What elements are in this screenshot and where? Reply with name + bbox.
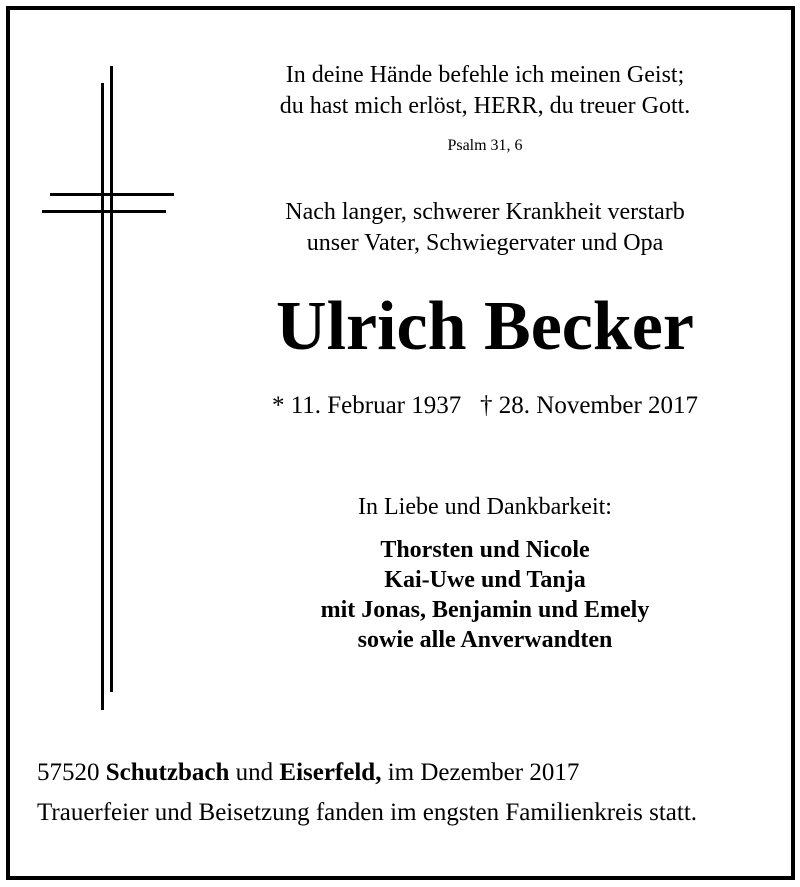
postcode: 57520 — [37, 759, 100, 786]
place-date-line — [37, 757, 579, 789]
intro-line: Nach langer, schwerer Krankheit verstarb — [285, 199, 685, 225]
deceased-name: Ulrich Becker — [276, 288, 694, 365]
family-line: Kai-Uwe und Tanja — [384, 567, 586, 593]
verse-line: In deine Hände befehle ich meinen Geist; — [285, 62, 685, 88]
family-line: sowie alle Anverwandten — [357, 627, 613, 653]
conjunction: und — [235, 759, 274, 786]
notice-date: im Dezember 2017 — [387, 759, 580, 786]
bible-verse — [225, 60, 745, 122]
dankbarkeit-heading: In Liebe und Dankbarkeit: — [358, 494, 612, 520]
cross-vertical-line — [101, 83, 104, 710]
life-dates — [225, 390, 745, 422]
cross-horizontal-line — [50, 193, 174, 196]
cross-vertical-line — [110, 66, 113, 692]
death-date: † 28. November 2017 — [480, 392, 699, 419]
funeral-notice: Trauerfeier und Beisetzung fanden im engsten Familienkreis statt. — [37, 799, 698, 826]
intro-line: unser Vater, Schwiegervater und Opa — [306, 230, 664, 256]
cross-horizontal-line — [42, 210, 166, 213]
family-line: Thorsten und Nicole — [380, 537, 590, 563]
verse-line: du hast mich erlöst, HERR, du treuer Gott. — [279, 93, 691, 119]
place-eiserfeld: Eiserfeld, — [279, 759, 382, 786]
family-list — [225, 535, 745, 655]
family-line: mit Jonas, Benjamin und Emely — [320, 597, 650, 623]
birth-date: * 11. Februar 1937 — [271, 392, 462, 419]
place-schutzbach: Schutzbach — [105, 759, 230, 786]
intro-text — [225, 197, 745, 259]
psalm-reference: Psalm 31, 6 — [447, 137, 523, 154]
